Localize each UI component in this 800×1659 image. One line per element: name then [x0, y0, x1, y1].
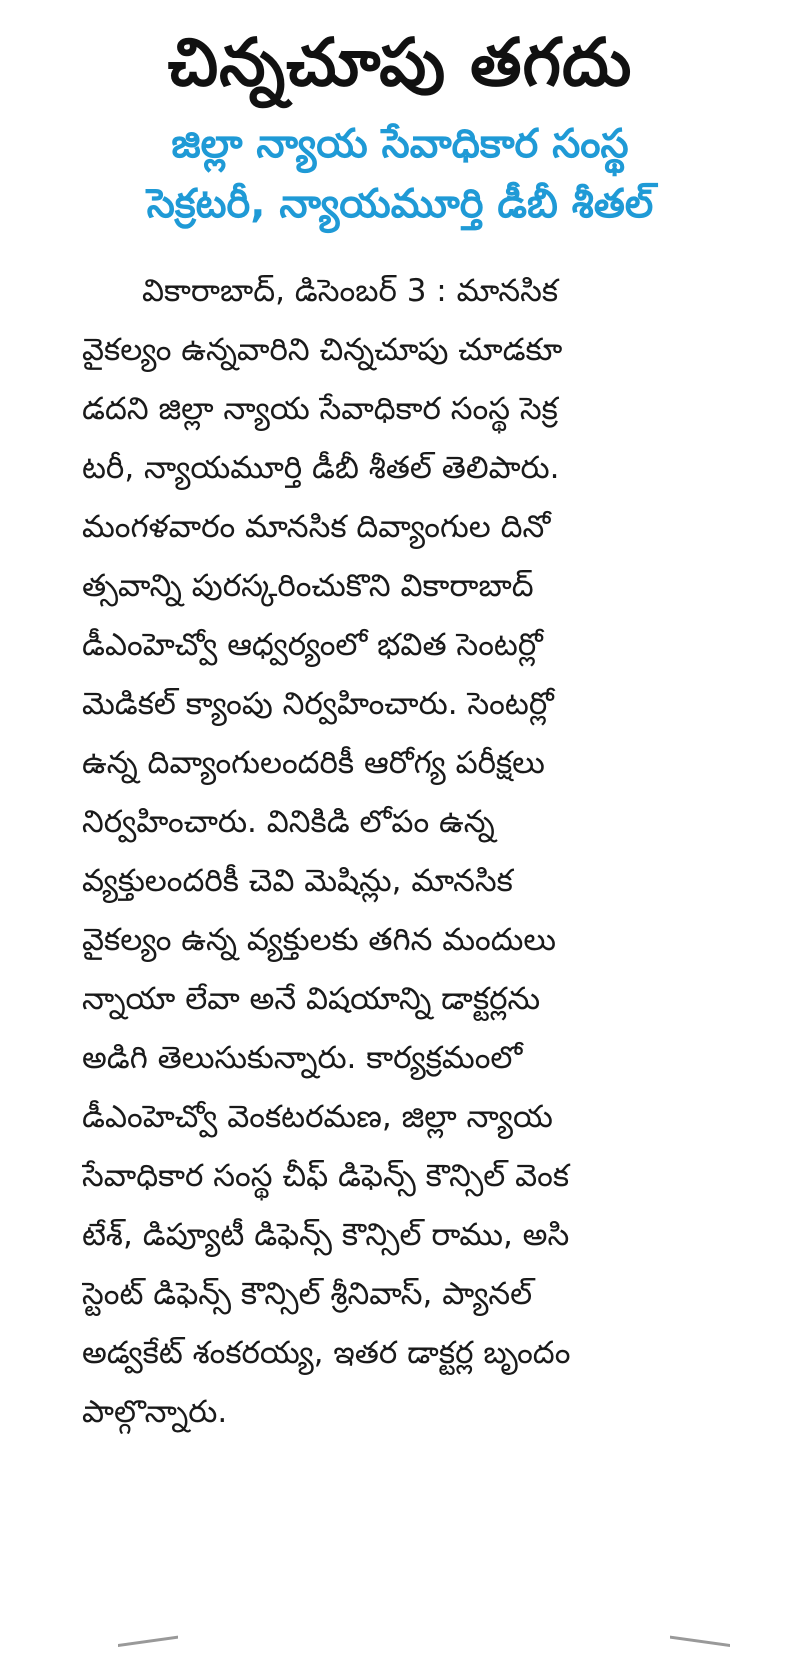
headline: చిన్నచూపు తగదు — [167, 24, 633, 101]
body-line: సేవాధికార సంస్థ చీఫ్ డిఫెన్స్ కౌన్సిల్ వెంక — [82, 1158, 570, 1194]
body-line: న్నాయా లేవా అనే విషయాన్ని డాక్టర్లను — [82, 981, 541, 1017]
subheadline-line: జిల్లా న్యాయ సేవాధికార సంస్థ — [171, 121, 629, 167]
body-line: వ్యక్తులందరికీ చెవి మెషిన్లు, మానసిక — [82, 863, 513, 899]
article-body — [82, 262, 762, 1442]
body-line: వికారాబాద్, డిసెంబర్ 3 : మానసిక — [142, 273, 559, 309]
body-line: మెడికల్ క్యాంపు నిర్వహించారు. సెంటర్లో — [82, 686, 554, 722]
body-line: ఉన్న దివ్యాంగులందరికీ ఆరోగ్య పరీక్షలు — [82, 745, 545, 781]
body-line: నిర్వహించారు. వినికిడి లోపం ఉన్న — [82, 804, 495, 840]
subheadline-line: సెక్రటరీ, న్యాయమూర్తి డీబీ శీతల్ — [146, 181, 654, 227]
body-line: డీఎంహెచ్వో వెంకటరమణ, జిల్లా న్యాయ — [82, 1099, 553, 1135]
body-line: టేశ్, డిప్యూటీ డిఫెన్స్ కౌన్సిల్ రాము, అసి — [82, 1217, 570, 1253]
body-line: అడ్వకేట్ శంకరయ్య, ఇతర డాక్టర్ల బృందం — [82, 1335, 571, 1371]
body-line: స్టెంట్ డిఫెన్స్ కౌన్సిల్ శ్రీనివాస్, ప్యానల్ — [82, 1276, 533, 1312]
subheadline — [38, 114, 762, 234]
page-edge-divider — [670, 1636, 730, 1659]
body-line: వైకల్యం ఉన్నవారిని చిన్నచూపు చూడకూ — [82, 332, 563, 368]
body-line: పాల్గొన్నారు. — [82, 1394, 228, 1430]
body-line: డదని జిల్లా న్యాయ సేవాధికార సంస్థ సెక్ర — [82, 391, 558, 427]
body-line: అడిగి తెలుసుకున్నారు. కార్యక్రమంలో — [82, 1040, 523, 1076]
body-line: డీఎంహెచ్వో ఆధ్వర్యంలో భవిత సెంటర్లో — [82, 627, 543, 663]
body-line: మంగళవారం మానసిక దివ్యాంగుల దినో — [82, 509, 551, 545]
body-line: టరీ, న్యాయమూర్తి డీబీ శీతల్ తెలిపారు. — [82, 450, 560, 486]
body-line: త్సవాన్ని పురస్కరించుకొని వికారాబాద్ — [82, 568, 534, 604]
body-line: వైకల్యం ఉన్న వ్యక్తులకు తగిన మందులు — [82, 922, 557, 958]
page-edge-divider — [118, 1636, 178, 1659]
